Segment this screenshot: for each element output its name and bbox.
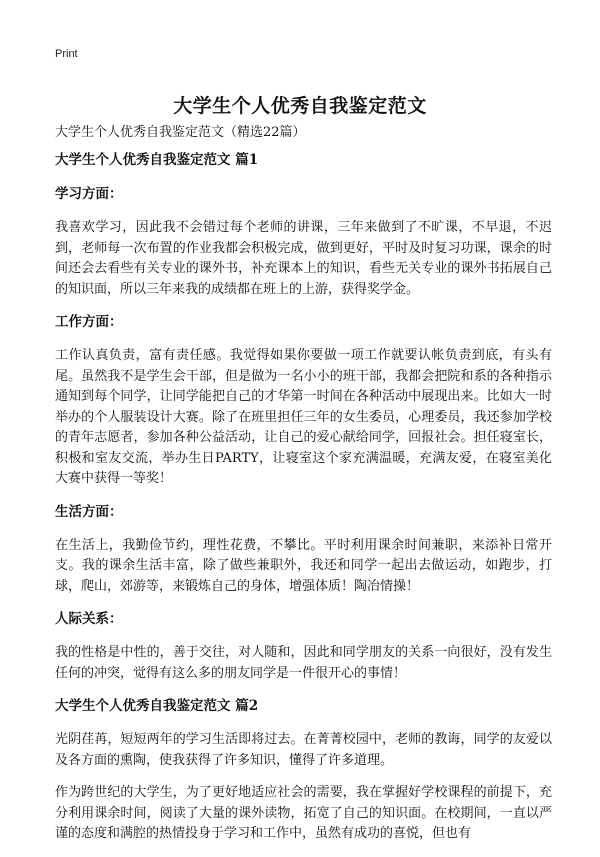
paragraph-relations: 我的性格是中性的，善于交往，对人随和，因此和同学朋友的关系一向很好，没有发生任何的冲突，觉得有这么多的朋友同学是一件很开心的事情！	[55, 645, 552, 681]
paragraph: 光阴荏苒，短短两年的学习生活即将过去。在菁菁校园中，老师的教诲，同学的友爱以及各方面的熏陶，使我获得了许多知识，懂得了许多道理。	[55, 732, 552, 768]
sub-heading-relations: 人际关系：	[55, 611, 123, 627]
document-subtitle: 大学生个人优秀自我鉴定范文（精选22篇）	[55, 125, 306, 140]
paragraph: 作为跨世纪的大学生，为了更好地适应社会的需要，我在掌握好学校课程的前提下，充分利用课余时间，阅读了大量的课外读物，拓宽了自己的知识面。在校期间，一直以严谨的态度和满腔的热情投身于学习和工作中，虽然有成功的喜悦，但也有	[55, 785, 552, 841]
section-heading: 大学生个人优秀自我鉴定范文 篇1	[55, 152, 259, 168]
paragraph-study: 我喜欢学习，因此我不会错过每个老师的讲课，三年来做到了不旷课，不早退，不迟到，老师每一次布置的作业我都会积极完成，做到更好，平时及时复习功课，课余的时间还会去看些有关专业的课外书，补充课本上的知识，看些无关专业的课外书拓展自己的知识面，所以三年来我的成绩都在班上的上游，获得奖学金。	[55, 220, 552, 297]
paragraph-work: 工作认真负责，富有责任感。我觉得如果你要做一项工作就要认帐负责到底，有头有尾。虽然我不是学生会干部，但是做为一名小小的班干部，我都会把院和系的各种指示通知到每个同学，让同学能把自己的才华第一时间在各种活动中展现出来。比如大一时举办的个人服装设计大赛。除了在班里担任三年的女生委员，心理委员，我还参加学校的青年志愿者，参加各种公益活动，让自己的爱心献给同学，回报社会。担任寝室长，积极和室友交流，举办生日PARTY，让寝室这个家充满温暖，充满友爱，在寝室美化大赛中获得一等奖！	[55, 348, 552, 486]
sub-heading-study: 学习方面：	[55, 186, 123, 202]
document-body	[55, 150, 552, 857]
sub-heading-work: 工作方面：	[55, 314, 123, 330]
sub-heading-life: 生活方面：	[55, 503, 123, 520]
paragraph-life: 在生活上，我勤俭节约，理性花费，不攀比。平时利用课余时间兼职，来添补日常开支。我的课余生活丰富，除了做些兼职外，我还和同学一起出去做运动，如跑步，打球，爬山，郊游等，来锻炼自己的身体，增强体质！陶冶情操！	[55, 537, 552, 594]
page-title: 大学生个人优秀自我鉴定范文	[173, 94, 427, 117]
section-heading: 大学生个人优秀自我鉴定范文 篇2	[55, 698, 259, 714]
print-link[interactable]: Print	[55, 48, 78, 60]
